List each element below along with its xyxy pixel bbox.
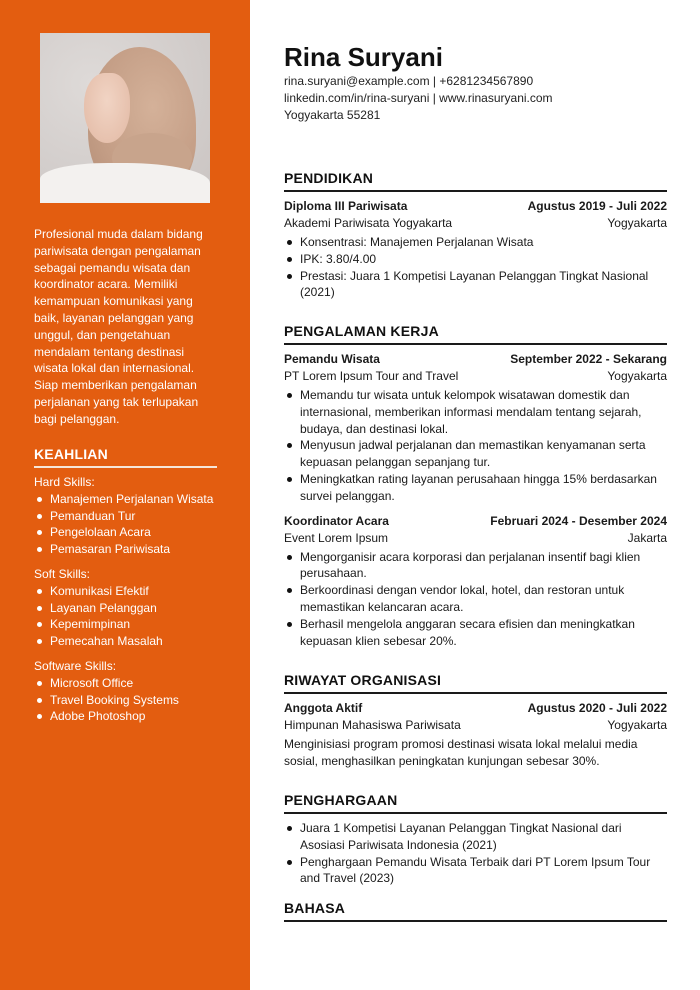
skill-item: Microsoft Office (34, 675, 224, 692)
skill-item: Pemanduan Tur (34, 508, 224, 525)
bullet-icon (37, 497, 42, 502)
bullet-icon (287, 622, 292, 627)
company: PT Lorem Ipsum Tour and Travel (284, 369, 459, 383)
bullet-icon (37, 514, 42, 519)
bullet-item: Menyusun jadwal perjalanan dan memastikan kenyamanan serta kepuasan pelanggan sepanjang tur. (284, 437, 667, 471)
bullet-icon (37, 622, 42, 627)
dates: Agustus 2019 - Juli 2022 (527, 199, 667, 213)
contact-email-phone: rina.suryani@example.com | +6281234567890 (284, 74, 534, 88)
company: Event Lorem Ipsum (284, 530, 389, 545)
skill-group-hard (34, 474, 224, 558)
location: Yogyakarta (607, 369, 667, 383)
bullet-item: Memandu tur wisata untuk kelompok wisatawan domestik dan internasional, memberikan informasi mendalam tentang sejarah, budaya, dan destinasi lokal. (284, 387, 667, 437)
experience-entry (284, 513, 667, 650)
skill-group-label: Hard Skills: (34, 475, 95, 489)
profile-photo (40, 33, 210, 203)
experience-entry (284, 351, 667, 505)
skill-item: Pemasaran Pariwisata (34, 541, 224, 558)
skill-item: Kepemimpinan (34, 616, 224, 633)
contact-info (284, 73, 553, 124)
skills-section (34, 474, 224, 733)
sidebar (0, 0, 250, 990)
bullet-icon (37, 698, 42, 703)
section-heading: PENDIDIKAN (284, 170, 667, 192)
dates: Agustus 2020 - Juli 2022 (527, 701, 667, 715)
role: Anggota Aktif (284, 701, 363, 715)
dates: Februari 2024 - Desember 2024 (490, 513, 667, 528)
education-section (284, 170, 667, 301)
bullet-icon (287, 555, 292, 560)
institution: Akademi Pariwisata Yogyakarta (284, 216, 453, 230)
section-heading: PENGALAMAN KERJA (284, 323, 667, 345)
bullet-icon (37, 606, 42, 611)
location: Yogyakarta (607, 718, 667, 732)
contact-links: linkedin.com/in/rina-suryani | www.rinasuryani.com (284, 91, 553, 105)
bullet-item: Berhasil mengelola anggaran secara efisien dan meningkatkan kepuasan klien sebesar 20%. (284, 616, 667, 650)
awards-section (284, 792, 667, 887)
bullet-item: Konsentrasi: Manajemen Perjalanan Wisata (284, 234, 667, 251)
skill-group-label: Soft Skills: (34, 566, 91, 581)
bullet-icon (287, 443, 292, 448)
dates: September 2022 - Sekarang (510, 352, 667, 366)
bullet-icon (37, 639, 42, 644)
bullet-icon (287, 393, 292, 398)
organization-entry (284, 700, 667, 770)
bullet-item: Meningkatkan rating layanan perusahaan hingga 15% berdasarkan survei pelanggan. (284, 471, 667, 505)
languages-section (284, 900, 667, 928)
bullet-icon (287, 274, 292, 279)
bullet-icon (287, 240, 292, 245)
experience-section (284, 323, 667, 649)
section-heading: RIWAYAT ORGANISASI (284, 672, 667, 694)
role: Koordinator Acara (284, 513, 389, 528)
skill-item: Komunikasi Efektif (34, 583, 224, 600)
skill-item: Adobe Photoshop (34, 708, 224, 725)
award-item: Penghargaan Pemandu Wisata Terbaik dari PT Lorem Ipsum Tour and Travel (2023) (284, 854, 667, 888)
bullet-icon (287, 826, 292, 831)
skill-item: Pemecahan Masalah (34, 633, 224, 650)
bullet-icon (37, 530, 42, 535)
candidate-name: Rina Suryani (284, 42, 443, 72)
bullet-icon (287, 860, 292, 865)
section-heading: PENGHARGAAN (284, 792, 667, 814)
skill-item: Travel Booking Systems (34, 692, 224, 709)
award-item: Juara 1 Kompetisi Layanan Pelanggan Tingkat Nasional dari Asosiasi Pariwisata Indonesia (2021) (284, 820, 667, 854)
education-entry (284, 198, 667, 301)
location: Jakarta (627, 530, 667, 545)
organization-name: Himpunan Mahasiswa Pariwisata (284, 718, 461, 732)
contact-address: Yogyakarta 55281 (284, 108, 381, 122)
skill-group-software (34, 658, 224, 725)
bullet-item: Prestasi: Juara 1 Kompetisi Layanan Pelanggan Tingkat Nasional (2021) (284, 268, 667, 302)
bullet-icon (287, 257, 292, 262)
bullet-icon (287, 588, 292, 593)
bullet-icon (37, 589, 42, 594)
bullet-item: IPK: 3.80/4.00 (284, 251, 667, 268)
skill-group-soft (34, 566, 224, 650)
skill-item: Manajemen Perjalanan Wisata (34, 491, 224, 508)
section-heading: BAHASA (284, 900, 667, 922)
bullet-icon (37, 547, 42, 552)
skill-group-label: Software Skills: (34, 658, 117, 673)
bullet-icon (37, 714, 42, 719)
bullet-item: Berkoordinasi dengan vendor lokal, hotel, dan restoran untuk memastikan kelancaran acara. (284, 582, 667, 616)
bullet-item: Mengorganisir acara korporasi dan perjalanan insentif bagi klien perusahaan. (284, 549, 667, 583)
profile-summary: Profesional muda dalam bidang pariwisata dengan pengalaman sebagai pemandu wisata dan koordinator acara. Memiliki kemampuan komunikasi yang baik, layanan pelanggan yang unggul, dan pengetahuan mendalam tentang destinasi wisata lokal dan internasional. Siap memberikan pengalaman perjalanan yang tak terlupakan bagi pelanggan. (34, 227, 203, 426)
skill-item: Layanan Pelanggan (34, 600, 224, 617)
bullet-icon (287, 477, 292, 482)
skills-heading: KEAHLIAN (34, 446, 217, 468)
bullet-icon (37, 681, 42, 686)
degree: Diploma III Pariwisata (284, 199, 408, 213)
description: Menginisiasi program promosi destinasi wisata lokal melalui media sosial, menghasilkan peningkatan kunjungan sebesar 30%. (284, 737, 638, 768)
organization-section (284, 672, 667, 770)
location: Yogyakarta (607, 216, 667, 230)
role: Pemandu Wisata (284, 352, 380, 366)
skill-item: Pengelolaan Acara (34, 524, 224, 541)
